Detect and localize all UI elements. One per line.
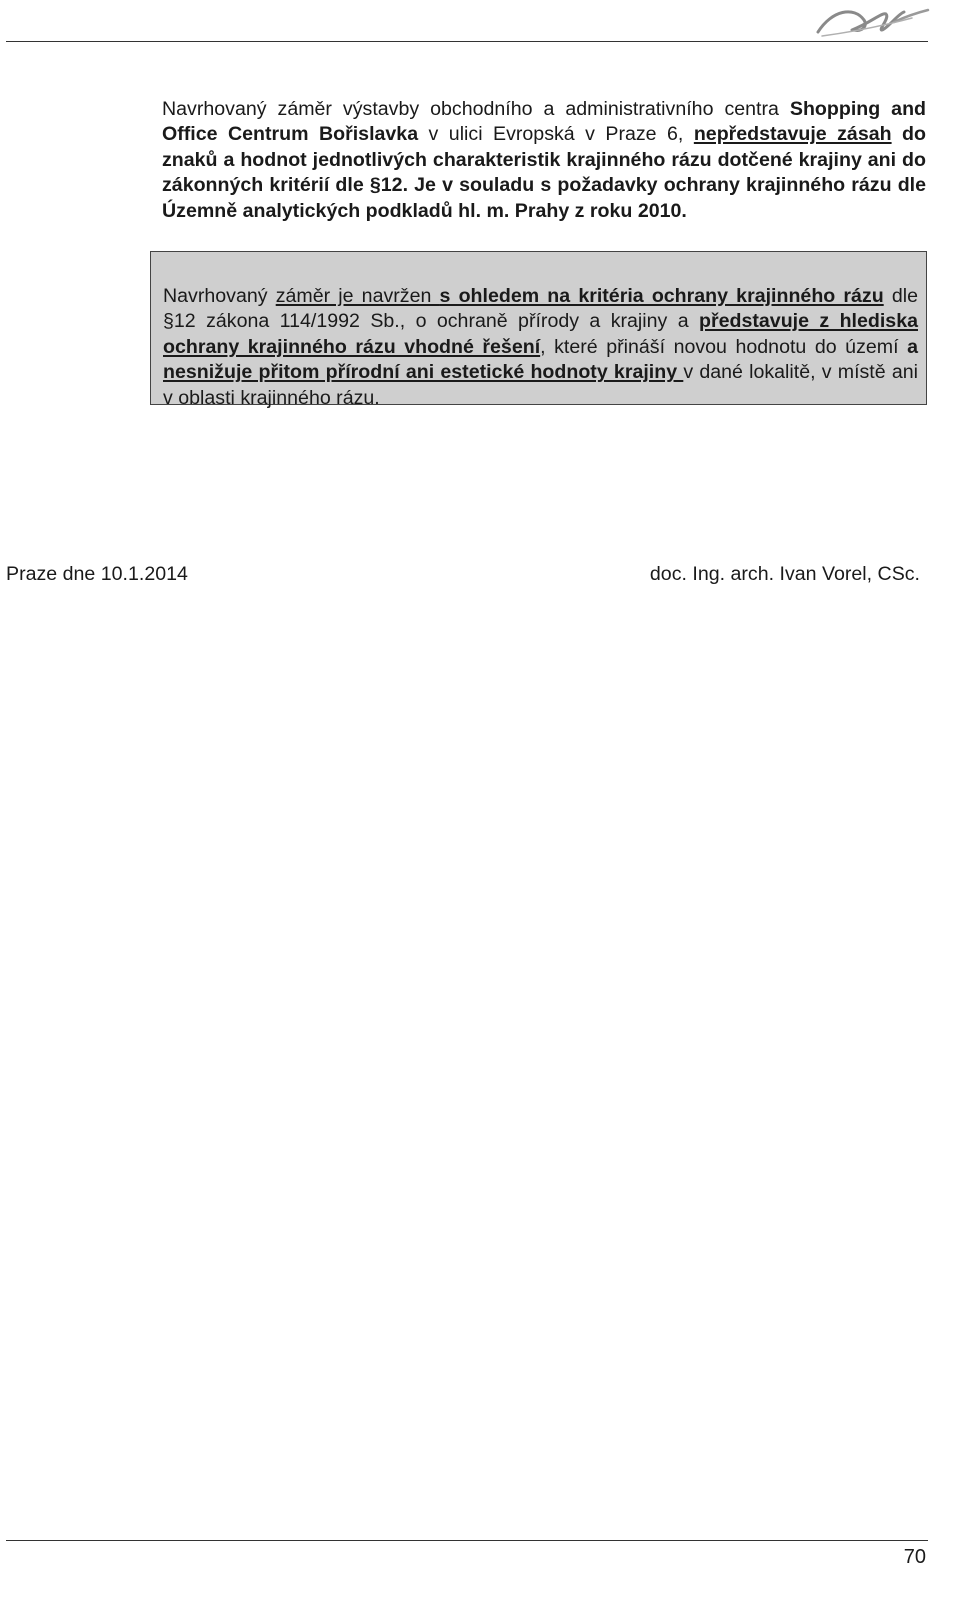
page-number: 70 — [903, 1546, 926, 1568]
text-segment: , o ochraně přírody a krajiny a — [399, 310, 700, 333]
key-finding: představuje z hlediska ochrany krajinného rázu vhodné řešení — [163, 310, 918, 358]
text-segment: a — [907, 335, 918, 358]
key-finding: nepředstavuje zásah — [693, 123, 892, 146]
text-segment: , které přináší novou hodnotu do území — [540, 335, 908, 358]
text-segment: Navrhovaný — [163, 284, 276, 307]
conclusion-paragraph — [163, 284, 918, 412]
key-finding: nesnižuje přitom přírodní ani estetické hodnoty krajiny — [163, 361, 684, 384]
key-finding: s ohledem na kritéria ochrany krajinného rázu — [439, 284, 884, 307]
author-name: doc. Ing. arch. Ivan Vorel, CSc. — [649, 563, 920, 585]
law-reference: dle §12 zákona 114/1992 Sb. — [163, 284, 918, 333]
text-segment: do znaků a hodnot jednotlivých charakteristik krajinného rázu dotčené krajiny ani do zákonných kritérií dle §12. Je v souladu s požadavky ochrany krajinného rázu dle Územně analytických podkladů hl. m. Prahy z roku 2010. — [162, 123, 926, 222]
signature-logo-icon — [812, 2, 930, 40]
assessment-paragraph — [162, 97, 926, 225]
text-segment: v ulici Evropská v Praze 6, — [418, 123, 694, 146]
place-date: Praze dne 10.1.2014 — [6, 563, 188, 585]
text-segment: záměr je navržen — [275, 284, 440, 307]
header-rule — [6, 41, 928, 42]
text-segment: v dané lokalitě, v místě ani v oblasti krajinného rázu. — [163, 361, 919, 409]
project-name: Shopping and Office Centrum Bořislavka — [162, 97, 927, 146]
text-segment: Navrhovaný záměr výstavby obchodního a administrativního centra — [162, 97, 790, 120]
footer-rule — [6, 1540, 928, 1541]
